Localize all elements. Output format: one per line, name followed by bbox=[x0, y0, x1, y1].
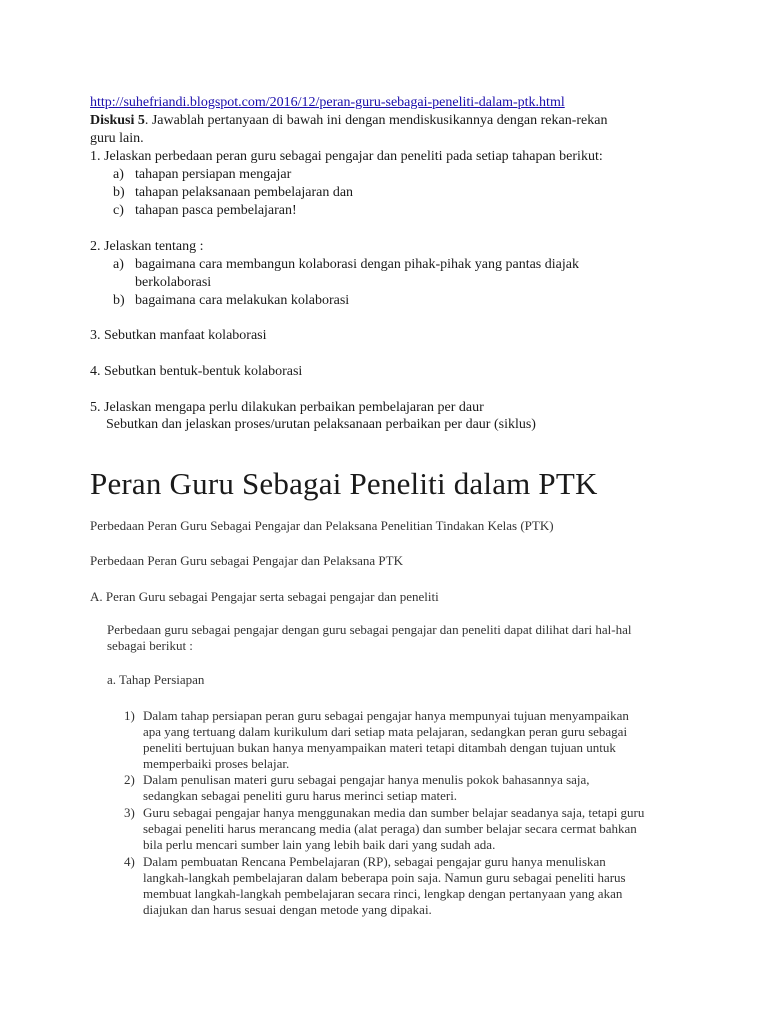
list-item-1-num: 1) bbox=[124, 708, 135, 723]
q2-item-b bbox=[113, 292, 349, 309]
list-item-4-line: langkah-langkah pembelajaran dalam beberapa poin saja. Namun guru sebagai peneliti harus bbox=[143, 870, 626, 885]
intro-line-2: sebagai berikut : bbox=[107, 638, 193, 653]
q1-item-a-text: tahapan persiapan mengajar bbox=[135, 167, 292, 182]
q1-item-b bbox=[113, 184, 353, 201]
article-subtitle-1: Perbedaan Peran Guru Sebagai Pengajar dan Pelaksana Penelitian Tindakan Kelas (PTK) bbox=[90, 518, 554, 533]
list-item-4 bbox=[124, 854, 678, 918]
list-item-1 bbox=[124, 708, 678, 772]
list-item-4-line: Dalam pembuatan Rencana Pembelajaran (RP), sebagai pengajar guru hanya menuliskan bbox=[143, 854, 606, 869]
list-item-2-line: Dalam penulisan materi guru sebagai pengajar hanya menulis pokok bahasannya saja, bbox=[143, 772, 590, 787]
q1-item-b-label: b) bbox=[113, 185, 125, 200]
discussion-heading bbox=[90, 112, 660, 129]
list-item-3-line: sebagai peneliti harus merancang media (alat peraga) dan sumber belajar secara cermat bahkan bbox=[143, 821, 637, 836]
discussion-text: . Jawablah pertanyaan di bawah ini dengan mendiskusikannya dengan rekan-rekan bbox=[144, 113, 608, 128]
q2-item-b-text: bagaimana cara melakukan kolaborasi bbox=[135, 293, 350, 308]
q1-item-a-label: a) bbox=[113, 167, 124, 182]
question-1: 1. Jelaskan perbedaan peran guru sebagai pengajar dan peneliti pada setiap tahapan berikut: bbox=[90, 149, 603, 164]
discussion-text-cont: guru lain. bbox=[90, 131, 144, 146]
q1-item-a bbox=[113, 166, 291, 183]
section-a-heading: A. Peran Guru sebagai Pengajar serta sebagai pengajar dan peneliti bbox=[90, 589, 439, 604]
question-3: 3. Sebutkan manfaat kolaborasi bbox=[90, 328, 267, 343]
discussion-label: Diskusi 5 bbox=[90, 113, 145, 128]
list-item-4-line: membuat langkah-langkah pembelajaran secara rinci, lengkap dengan pertanyaan yang akan bbox=[143, 886, 623, 901]
list-item-2-line: sedangkan sebagai peneliti guru harus merinci setiap materi. bbox=[143, 788, 458, 803]
list-item-3-line: Guru sebagai pengajar hanya menggunakan media dan sumber belajar seadanya saja, tetapi guru bbox=[143, 805, 645, 820]
question-5-cont: Sebutkan dan jelaskan proses/urutan pelaksanaan perbaikan per daur (siklus) bbox=[106, 417, 536, 432]
list-item-4-num: 4) bbox=[124, 854, 135, 869]
article-title: Peran Guru Sebagai Peneliti dalam PTK bbox=[90, 466, 598, 501]
list-item-3 bbox=[124, 805, 678, 853]
list-item-1-line: apa yang tertuang dalam kurikulum dari setiap mata pelajaran, sedangkan peran guru sebagai bbox=[143, 724, 628, 739]
q2-item-b-label: b) bbox=[113, 293, 125, 308]
q2-item-a-label: a) bbox=[113, 257, 124, 272]
article-subtitle-2: Perbedaan Peran Guru sebagai Pengajar dan Pelaksana PTK bbox=[90, 553, 403, 568]
question-2: 2. Jelaskan tentang : bbox=[90, 239, 204, 254]
question-5: 5. Jelaskan mengapa perlu dilakukan perbaikan pembelajaran per daur bbox=[90, 400, 484, 415]
intro-paragraph bbox=[107, 622, 679, 654]
question-4: 4. Sebutkan bentuk-bentuk kolaborasi bbox=[90, 364, 303, 379]
q1-item-c bbox=[113, 202, 297, 219]
q1-item-c-text: tahapan pasca pembelajaran! bbox=[135, 203, 297, 218]
q2-item-a-cont: berkolaborasi bbox=[135, 275, 212, 290]
list-item-4-line: diajukan dan harus sesuai dengan metode yang dipakai. bbox=[143, 902, 432, 917]
list-item-2 bbox=[124, 772, 678, 804]
list-item-2-num: 2) bbox=[124, 772, 135, 787]
q2-item-a-text: bagaimana cara membangun kolaborasi dengan pihak-pihak yang pantas diajak bbox=[135, 257, 579, 272]
q2-item-a bbox=[113, 256, 579, 273]
list-item-1-line: Dalam tahap persiapan peran guru sebagai pengajar hanya mempunyai tujuan menyampaikan bbox=[143, 708, 629, 723]
list-item-3-num: 3) bbox=[124, 805, 135, 820]
source-link[interactable]: http://suhefriandi.blogspot.com/2016/12/peran-guru-sebagai-peneliti-dalam-ptk.html bbox=[90, 95, 565, 110]
subsection-a-heading: a. Tahap Persiapan bbox=[107, 672, 205, 687]
q1-item-c-label: c) bbox=[113, 203, 124, 218]
intro-line-1: Perbedaan guru sebagai pengajar dengan guru sebagai pengajar dan peneliti dapat dilihat dari hal-hal bbox=[107, 622, 632, 637]
list-item-1-line: peneliti bertujuan bukan hanya menyampaikan materi tetapi ditambah dengan tujuan untuk bbox=[143, 740, 616, 755]
list-item-3-line: bila perlu mencari sumber lain yang lebih baik dari yang sudah ada. bbox=[143, 837, 496, 852]
list-item-1-line: memperbaiki proses belajar. bbox=[143, 756, 290, 771]
q1-item-b-text: tahapan pelaksanaan pembelajaran dan bbox=[135, 185, 354, 200]
